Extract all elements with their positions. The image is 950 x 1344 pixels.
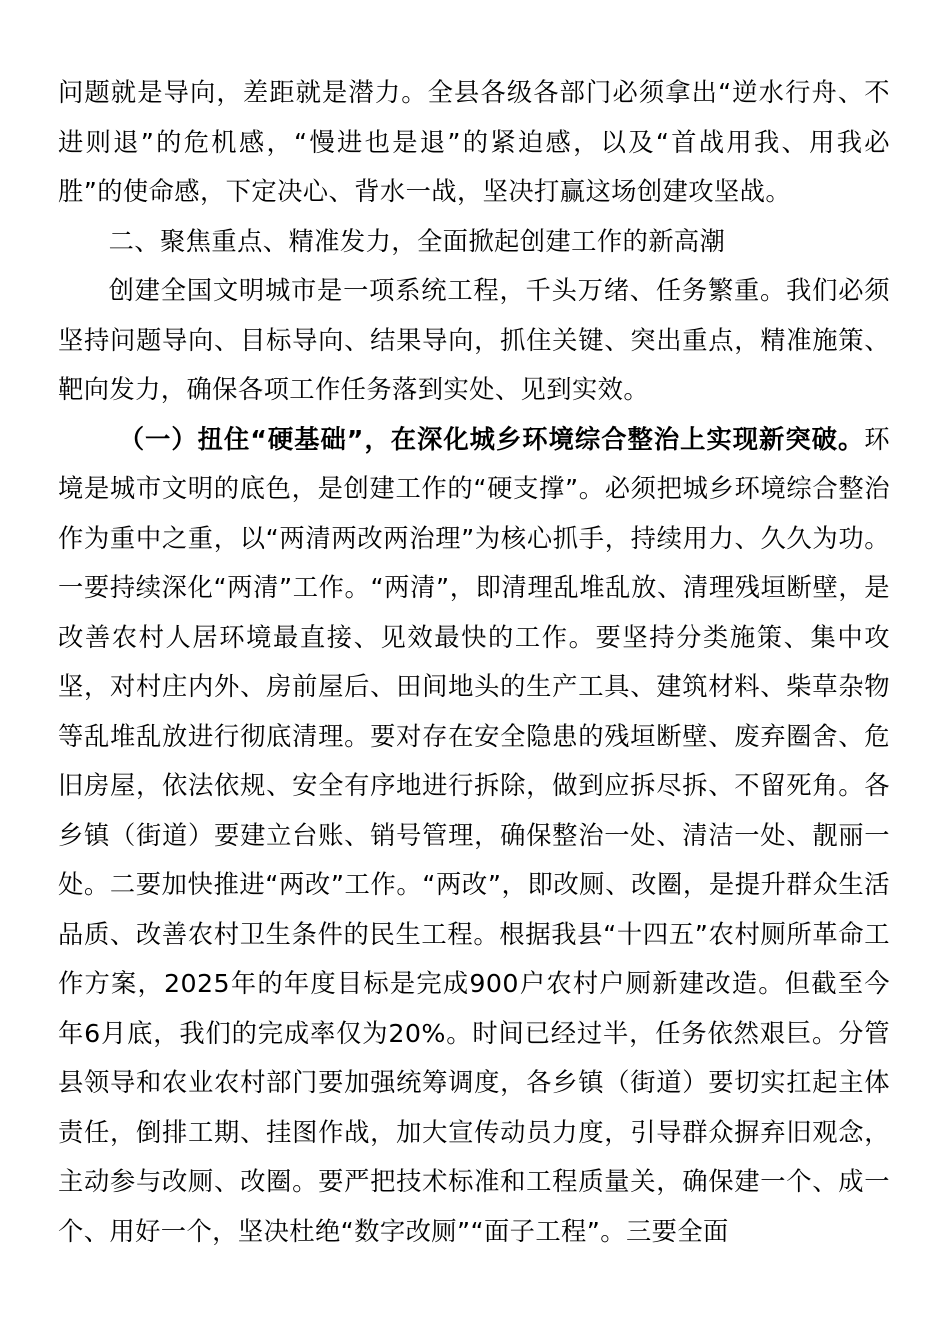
paragraph-intro: 问题就是导向，差距就是潜力。全县各级各部门必须拿出“逆水行舟、不进则退”的危机感，“慢进也是退”的紧迫感，以及“首战用我、用我必胜”的使命感，下定决心、背水一战，坚决打赢这场创建攻坚战。 [58, 78, 890, 206]
subsection-body: 环境是城市文明的底色，是创建工作的“硬支撑”。必须把城乡环境综合整治作为重中之重，以“两清两改两治理”为核心抓手，持续用力、久久为功。一要持续深化“两清”工作。“两清”，即清理乱堆乱放、清理残垣断壁，是改善农村人居环境最直接、见效最快的工作。要坚持分类施策、集中攻坚，对村庄内外、房前屋后、田间地头的生产工具、建筑材料、柴草杂物等乱堆乱放进行彻底清理。要对存在安全隐患的残垣断壁、废弃圈舍、危旧房屋，依法依规、安全有序地进行拆除，做到应拆尽拆、不留死角。各乡镇（街道）要建立台账、销号管理，确保整治一处、清洁一处、靓丽一处。二要加快推进“两改”工作。“两改”，即改厕、改圈，是提升群众生活品质、改善农村卫生条件的民生工程。根据我县“十四五”农村厕所革命工作方案，2025年的年度目标是完成900户农村户厕新建改造。但截至今年6月底，我们的完成率仅为20%。时间已经过半，任务依然艰巨。分管县领导和农业农村部门要加强统筹调度，各乡镇（街道）要切实扛起主体责任，倒排工期、挂图作战，加大宣传动员力度，引导群众摒弃旧观念，主动参与改厕、改圈。要严把技术标准和工程质量关，确保建一个、成一个、用好一个，坚决杜绝“数字改厕”“面子工程”。三要全面 [58, 424, 890, 1246]
section-heading: 二、聚焦重点、精准发力，全面掀起创建工作的新高潮 [108, 226, 726, 256]
subsection-lead: （一）扭住“硬基础”，在深化城乡环境综合整治上实现新突破。 [118, 424, 865, 454]
paragraph-overview: 创建全国文明城市是一项系统工程，千头万绪、任务繁重。我们必须坚持问题导向、目标导向、结果导向，抓住关键、突出重点，精准施策、靶向发力，确保各项工作任务落到实处、见到实效。 [58, 276, 890, 404]
paragraph-environment [58, 415, 890, 1257]
document-page [58, 68, 890, 1256]
